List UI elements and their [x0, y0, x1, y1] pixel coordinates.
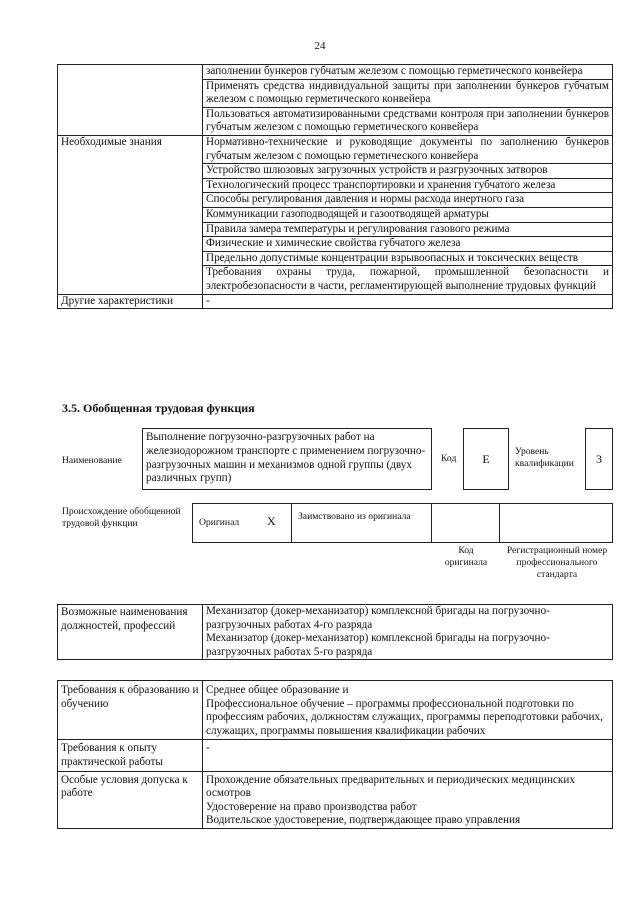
section-heading: 3.5. Обобщенная трудовая функция — [62, 401, 255, 415]
table-cell — [203, 771, 613, 828]
list-item: Прохождение обязательных предварительных и периодических медицинских осмотров — [206, 773, 575, 800]
code-value: E — [463, 428, 509, 490]
table-cell: Правила замера температуры и регулирования газового режима — [203, 222, 613, 237]
list-item: Среднее общее образование и — [206, 684, 349, 696]
table-cell: Пользоваться автоматизированными средствами контроля при заполнении бункеров губчатым железом с помощью герметического конвейера — [203, 107, 613, 135]
origin-box — [192, 503, 613, 543]
table-cell: - — [203, 294, 613, 309]
table-cell: Предельно допустимые концентрации взрывоопасных и токсических веществ — [203, 251, 613, 266]
row-label: Особые условия допуска к работе — [58, 771, 203, 828]
reg-caption: Регистрационный номер профессионального стандарта — [506, 545, 608, 580]
divider — [291, 503, 292, 543]
code-caption: Код оригинала — [444, 545, 488, 568]
table-cell: заполнении бункеров губчатым железом с помощью герметического конвейера — [203, 65, 613, 80]
row-label — [58, 65, 203, 136]
divider — [499, 503, 500, 543]
list-item: Водительское удостоверение, подтверждающее право управления — [206, 814, 521, 827]
table-cell — [203, 605, 613, 660]
table-cell: Требования охраны труда, пожарной, промышленной безопасности и электробезопасности в части, регламентирующей выполнение трудовых функций — [203, 266, 613, 294]
table-cell: Применять средства индивидуальной защиты при заполнении бункеров губчатым железом с помощью герметического конвейера — [203, 79, 613, 107]
table-cell: Нормативно-технические и руководящие документы по заполнению бункеров губчатым железом с помощью герметического конвейера — [203, 135, 613, 163]
list-item: Механизатор (докер-механизатор) комплексной бригады на погрузочно-разгрузочных работах 4-го разряда — [206, 605, 550, 631]
table-cell: Устройство шлюзовых загрузочных устройств и разгрузочных затворов — [203, 164, 613, 179]
level-value: 3 — [585, 428, 613, 490]
row-label: Другие характеристики — [58, 294, 203, 309]
row-label: Необходимые знания — [58, 135, 203, 294]
table-row — [58, 135, 613, 163]
function-name-value: Выполнение погрузочно-разгрузочных работ на железнодорожном транспорте с применением погрузочно-разгрузочных машин и механизмов одной группы (двух различных групп) — [142, 428, 432, 490]
table-cell: - — [203, 740, 613, 771]
code-label: Код — [441, 453, 457, 464]
list-item: Механизатор (докер-механизатор) комплексной бригады на погрузочно-разгрузочных работах 5-го разряда — [206, 632, 550, 658]
row-label: Требования к опыту практической работы — [58, 740, 203, 771]
table-cell: Технологический процесс транспортировки и хранения губчатого железа — [203, 178, 613, 193]
page-number: 24 — [314, 40, 326, 52]
borrowed-label: Заимствовано из оригинала — [298, 511, 411, 522]
row-label: Возможные наименования должностей, профессий — [58, 605, 203, 660]
table-cell: Физические и химические свойства губчатого железа — [203, 237, 613, 252]
table-row — [58, 740, 613, 771]
knowledge-table — [57, 64, 613, 309]
origin-label: Происхождение обобщенной трудовой функции — [62, 506, 181, 529]
original-label: Оригинал — [199, 517, 240, 528]
level-label: Уровень квалификации — [515, 446, 574, 469]
list-item: Удостоверение на право производства работ — [206, 800, 417, 813]
table-row — [58, 65, 613, 80]
table-row — [58, 771, 613, 828]
table-cell: Способы регулирования давления и нормы расхода инертного газа — [203, 193, 613, 208]
table-row — [58, 294, 613, 309]
table-row — [58, 605, 613, 660]
divider — [431, 503, 432, 543]
list-item: Профессиональное обучение – программы профессиональной подготовки по профессиям рабочих, должностям служащих, программы переподготовки рабочих, служащих, программы повышения квалификации рабочих — [206, 697, 603, 737]
row-label: Требования к образованию и обучению — [58, 681, 203, 740]
requirements-table — [57, 680, 613, 829]
table-row — [58, 681, 613, 740]
table-cell: Коммуникации газоподводящей и газоотводящей арматуры — [203, 207, 613, 222]
name-label: Наименование — [62, 455, 122, 466]
table-cell — [203, 681, 613, 740]
possible-names-table — [57, 604, 613, 660]
original-mark: X — [267, 514, 276, 528]
